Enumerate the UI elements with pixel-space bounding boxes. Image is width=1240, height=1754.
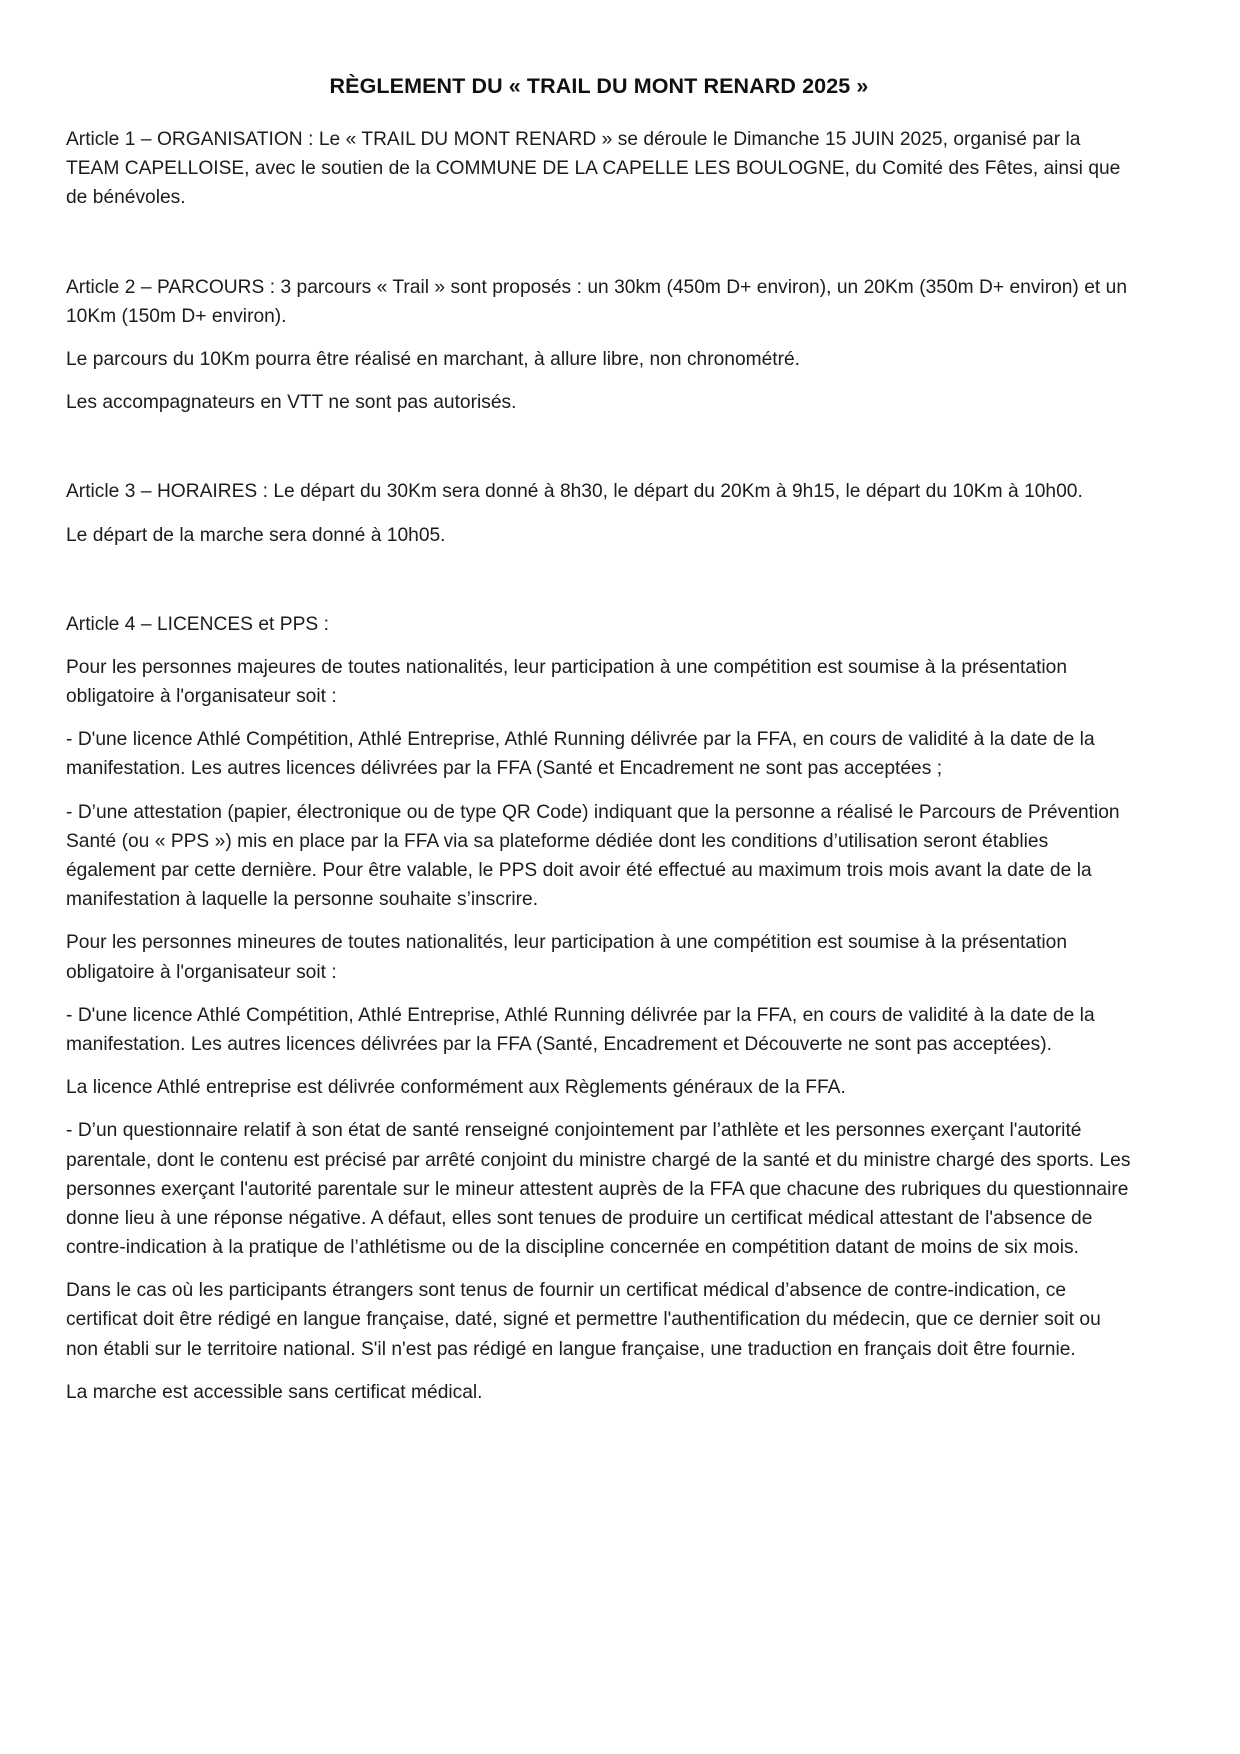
paragraph-article-4-entreprise: La licence Athlé entreprise est délivrée conformément aux Règlements généraux de la FFA. — [66, 1077, 846, 1099]
paragraph-article-3-horaires: Article 3 – HORAIRES : Le départ du 30Km sera donné à 8h30, le départ du 20Km à 9h15, le départ du 10Km à 10h00. — [66, 481, 1083, 503]
paragraph-article-4-majeurs-intro: Pour les personnes majeures de toutes nationalités, leur participation à une compétition est soumise à la présentation obligatoire à l'organisateur soit : — [66, 656, 1067, 708]
paragraph-article-4-mineurs-intro: Pour les personnes mineures de toutes nationalités, leur participation à une compétition est soumise à la présentation obligatoire à l'organisateur soit : — [66, 932, 1067, 983]
page-title: RÈGLEMENT DU « TRAIL DU MONT RENARD 2025 » — [329, 74, 869, 98]
paragraph-article-3-marche: Le départ de la marche sera donné à 10h05. — [66, 524, 446, 546]
paragraph-article-4-majeurs-pps: - D’une attestation (papier, électronique ou de type QR Code) indiquant que la personne a réalisé le Parcours de Prévention Santé (ou « PPS ») mis en place par la FFA via sa plateforme dédiée dont les conditions d’utilisation seront établies également par cette dernière. Pour être valable, le PPS doit avoir été effectué au maximum trois mois avant la date de la manifestation à laquelle la personne souhaite s’inscrire. — [66, 801, 1120, 911]
paragraph-article-2-vtt: Les accompagnateurs en VTT ne sont pas autorisés. — [66, 392, 517, 414]
paragraph-article-4-etrangers: Dans le cas où les participants étrangers sont tenus de fournir un certificat médical d’absence de contre-indication, ce certificat doit être rédigé en langue française, daté, signé et permettre l'authentification du médecin, que ce dernier soit ou non établi sur le territoire national. S'il n'est pas rédigé en langue française, une traduction en français doit être fournie. — [66, 1280, 1101, 1360]
paragraph-article-4-questionnaire: - D’un questionnaire relatif à son état de santé renseigné conjointement par l’athlète et les personnes exerçant l'autorité parentale, dont le contenu est précisé par arrêté conjoint du ministre chargé de la santé et du ministre chargé des sports. Les personnes exerçant l'autorité parentale sur le mineur attestent auprès de la FFA que chacune des rubriques du questionnaire donne lieu à une réponse négative. A défaut, elles sont tenues de produire un certificat médical attestant de l'absence de contre-indication à la pratique de l’athlétisme ou de la discipline concernée en compétition datant de moins de six mois. — [66, 1120, 1131, 1259]
paragraph-article-2-intro: Article 2 – PARCOURS : 3 parcours « Trail » sont proposés : un 30km (450m D+ environ), un 20Km (350m D+ environ) et un 10Km (150m D+ environ). — [66, 276, 1128, 327]
paragraph-article-2-marche: Le parcours du 10Km pourra être réalisé en marchant, à allure libre, non chronométré. — [66, 348, 801, 370]
paragraph-article-4-majeurs-licence: - D'une licence Athlé Compétition, Athlé Entreprise, Athlé Running délivrée par la FFA, en cours de validité à la date de la manifestation. Les autres licences délivrées par la FFA (Santé et Encadrement ne sont pas acceptées ; — [66, 729, 1095, 780]
section-spacer — [66, 564, 1132, 610]
section-spacer — [66, 227, 1132, 273]
paragraph-article-4-marche: La marche est accessible sans certificat médical. — [66, 1381, 483, 1403]
paragraph-article-4-mineurs-licence: - D'une licence Athlé Compétition, Athlé Entreprise, Athlé Running délivrée par la FFA, en cours de validité à la date de la manifestation. Les autres licences délivrées par la FFA (Santé, Encadrement et Découverte ne sont pas acceptées). — [66, 1004, 1095, 1055]
section-spacer — [66, 431, 1132, 477]
paragraph-article-1: Article 1 – ORGANISATION : Le « TRAIL DU MONT RENARD » se déroule le Dimanche 15 JUIN 2025, organisé par la TEAM CAPELLOISE, avec le soutien de la COMMUNE DE LA CAPELLE LES BOULOGNE, du Comité des Fêtes, ainsi que de bénévoles. — [66, 129, 1121, 209]
heading-article-4: Article 4 – LICENCES et PPS : — [66, 613, 329, 635]
